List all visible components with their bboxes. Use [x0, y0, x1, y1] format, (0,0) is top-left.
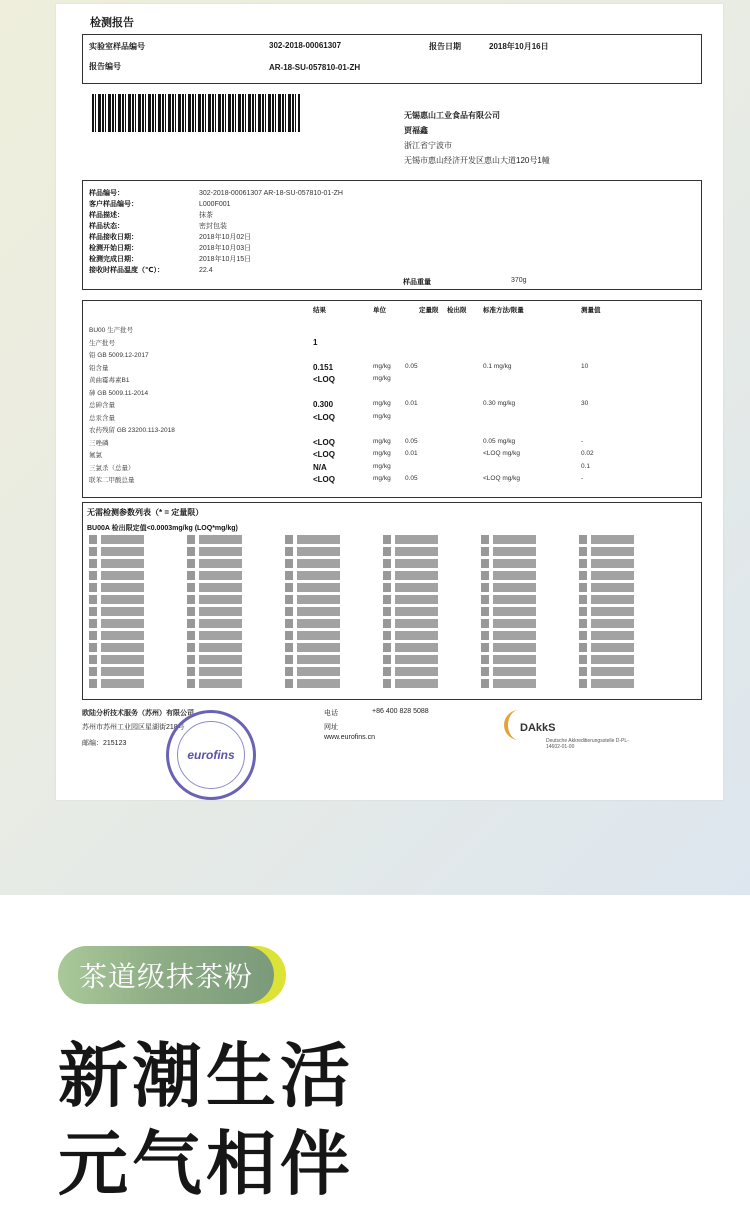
- pesticide-list: [82, 502, 702, 700]
- pesticide-entry: [481, 643, 573, 652]
- pesticide-entry: [285, 679, 377, 688]
- info-row: [89, 199, 231, 209]
- pesticide-entry: [383, 547, 475, 556]
- pesticide-entry: [187, 571, 279, 580]
- pesticide-entry: [285, 535, 377, 544]
- result-value: 1: [313, 337, 318, 347]
- client-company: 无锡惠山工业食品有限公司: [404, 111, 500, 120]
- result-limit: <LOQ mg/kg: [483, 450, 521, 457]
- info-row-label: 样品描述：: [89, 212, 124, 219]
- headline-line-2: 元气相伴: [58, 1123, 354, 1205]
- info-row-value: 抹茶: [199, 212, 213, 219]
- pesticide-entry: [285, 571, 377, 580]
- result-unit: mg/kg: [373, 362, 391, 370]
- client-block: [404, 108, 550, 168]
- result-name: 总砷含量: [89, 402, 115, 409]
- info-row-value: 22.4: [199, 267, 213, 274]
- info-row-label: 接收时样品温度（℃）：: [89, 267, 164, 274]
- pesticide-entry: [89, 667, 181, 676]
- pesticide-entry: [285, 619, 377, 628]
- result-name: 氟氯: [89, 452, 102, 459]
- pesticide-entry: [383, 643, 475, 652]
- pesticide-entry: [187, 559, 279, 568]
- stamp-text: eurofins: [187, 748, 235, 762]
- result-measured: -: [581, 437, 584, 445]
- result-unit: mg/kg: [373, 412, 391, 420]
- inspection-report: [56, 4, 723, 800]
- pesticide-entry: [383, 583, 475, 592]
- pesticide-column: [187, 535, 279, 691]
- result-value: 0.151: [313, 362, 334, 372]
- pesticide-entry: [187, 667, 279, 676]
- pesticide-entry: [89, 559, 181, 568]
- result-name: 三氯杀（总量）: [89, 464, 135, 472]
- result-name: 砷 GB 5009.11-2014: [89, 389, 149, 397]
- result-loq: 0.05: [405, 362, 418, 370]
- sample-number: 302-2018-00061307: [269, 41, 342, 50]
- pesticide-entry: [481, 535, 573, 544]
- sample-number-label: 实验室样品编号: [89, 42, 145, 51]
- lab-name: 欧陆分析技术服务（苏州）有限公司: [82, 710, 194, 717]
- result-unit: mg/kg: [373, 400, 391, 407]
- lab-address: 苏州市苏州工业园区星湖街218号: [82, 724, 185, 731]
- result-measured: -: [581, 475, 584, 482]
- result-name: 铅 GB 5009.12-2017: [89, 352, 149, 359]
- info-row-value: 2018年10月03日: [199, 245, 252, 252]
- result-measured: 0.1: [581, 462, 591, 470]
- pesticide-entry: [481, 655, 573, 664]
- headline-line-1: 新潮生活: [58, 1035, 354, 1117]
- results-header-cell: 单位: [373, 307, 386, 314]
- pesticide-entry: [89, 607, 181, 616]
- result-value: 0.300: [313, 400, 334, 409]
- pesticide-entry: [89, 643, 181, 652]
- info-row: [89, 210, 213, 220]
- result-value: <LOQ: [313, 437, 336, 447]
- pesticide-entry: [481, 619, 573, 628]
- pesticide-entry: [383, 667, 475, 676]
- pesticide-entry: [579, 667, 671, 676]
- client-address: 无锡市惠山经济开发区惠山大道120号1幢: [404, 156, 550, 165]
- pesticide-entry: [285, 559, 377, 568]
- pesticide-entry: [481, 667, 573, 676]
- result-name: 黄曲霉毒素B1: [89, 377, 130, 384]
- pesticide-entry: [187, 595, 279, 604]
- pesticide-entry: [579, 571, 671, 580]
- web-label: 网址: [324, 724, 338, 731]
- dakks-logo: [500, 704, 630, 764]
- result-name: 铅含量: [89, 364, 109, 372]
- pesticide-entry: [89, 535, 181, 544]
- info-row-label: 检测开始日期：: [89, 245, 138, 252]
- results-header-cell: 标准方法/限量: [483, 307, 524, 314]
- pesticide-entry: [383, 655, 475, 664]
- result-name: 生产批号: [89, 339, 115, 347]
- results-header-cell: 结果: [313, 307, 326, 314]
- pesticide-entry: [383, 619, 475, 628]
- results-header-cell: 测量值: [581, 307, 601, 314]
- pesticide-list-title: 无需检测参数列表（* = 定量限）: [87, 508, 204, 517]
- pesticide-entry: [383, 571, 475, 580]
- client-province: 浙江省宁波市: [404, 141, 452, 150]
- info-row-label: 样品接收日期：: [89, 234, 138, 241]
- pesticide-entry: [481, 607, 573, 616]
- pesticide-entry: [285, 583, 377, 592]
- pesticide-entry: [285, 655, 377, 664]
- pesticide-column: [89, 535, 181, 691]
- info-row-label: 样品编号：: [89, 190, 124, 197]
- report-number: AR-18-SU-057810-01-ZH: [269, 63, 361, 72]
- pesticide-entry: [187, 619, 279, 628]
- pesticide-entry: [89, 619, 181, 628]
- pesticide-entry: [285, 547, 377, 556]
- report-title: 检测报告: [90, 17, 134, 29]
- eurofins-stamp: [166, 710, 256, 800]
- result-measured: 10: [581, 362, 589, 370]
- pesticide-entry: [383, 679, 475, 688]
- dakks-text: DAkkS: [520, 722, 556, 734]
- sample-info-box: [82, 180, 702, 290]
- pesticide-entry: [579, 559, 671, 568]
- pesticide-column: [481, 535, 573, 691]
- result-loq: 0.05: [405, 475, 418, 482]
- info-row: [89, 265, 213, 275]
- pesticide-entry: [187, 535, 279, 544]
- pesticide-entry: [579, 655, 671, 664]
- client-contact: 贾福鑫: [404, 126, 428, 135]
- tel-label: 电话: [324, 710, 338, 717]
- result-unit: mg/kg: [373, 462, 391, 470]
- info-row-value: 2018年10月02日: [199, 234, 252, 241]
- pesticide-entry: [481, 547, 573, 556]
- result-loq: 0.01: [405, 450, 418, 457]
- pesticide-entry: [89, 631, 181, 640]
- pesticide-list-subtitle: BU00A 检出限定值<0.0003mg/kg (LOQ*mg/kg): [87, 525, 238, 532]
- result-name: BU00 生产批号: [89, 327, 134, 334]
- pesticide-entry: [89, 595, 181, 604]
- info-row: [89, 254, 251, 264]
- results-header-cell: 定量限: [419, 307, 439, 314]
- pesticide-entry: [89, 655, 181, 664]
- tel: +86 400 828 5088: [372, 708, 429, 715]
- pesticide-entry: [187, 547, 279, 556]
- info-row-value: 2018年10月15日: [199, 256, 252, 263]
- pesticide-entry: [187, 607, 279, 616]
- pesticide-entry: [383, 607, 475, 616]
- info-row-label: 客户样品编号：: [89, 201, 138, 208]
- info-row: [89, 243, 251, 253]
- pesticide-entry: [579, 679, 671, 688]
- pesticide-column: [579, 535, 671, 691]
- pesticide-entry: [383, 595, 475, 604]
- pesticide-entry: [481, 559, 573, 568]
- product-badge-label: 茶道级抹茶粉: [58, 946, 274, 1004]
- pesticide-entry: [89, 583, 181, 592]
- pesticide-entry: [285, 607, 377, 616]
- sample-weight-label: 样品重量: [403, 279, 431, 286]
- report-date: 2018年10月16日: [489, 42, 549, 51]
- result-unit: mg/kg: [373, 475, 391, 482]
- pesticide-entry: [579, 631, 671, 640]
- result-loq: 0.05: [405, 437, 418, 445]
- pesticide-entry: [579, 547, 671, 556]
- pesticide-entry: [89, 679, 181, 688]
- pesticide-entry: [579, 595, 671, 604]
- result-name: 农药残留 GB 23200.113-2018: [89, 427, 175, 434]
- result-name: 联苯二甲酸总量: [89, 477, 135, 484]
- dakks-subtext: Deutsche Akkreditierungsstelle D-PL-14602-01-00: [546, 738, 629, 750]
- result-name: 总汞含量: [89, 414, 115, 422]
- pesticide-entry: [579, 607, 671, 616]
- product-badge: [58, 946, 286, 1004]
- result-name: 三唑磷: [89, 439, 109, 447]
- sample-weight: 370g: [511, 277, 527, 284]
- result-loq: 0.01: [405, 400, 418, 407]
- pesticide-entry: [187, 631, 279, 640]
- pesticide-entry: [187, 583, 279, 592]
- info-row-value: L000F001: [199, 201, 231, 208]
- pesticide-entry: [285, 595, 377, 604]
- result-measured: 0.02: [581, 450, 594, 457]
- info-row-value: 302-2018-00061307 AR-18-SU-057810-01-ZH: [199, 190, 343, 197]
- pesticide-entry: [187, 679, 279, 688]
- pesticide-column: [383, 535, 475, 691]
- pesticide-entry: [285, 667, 377, 676]
- result-value: <LOQ: [313, 475, 336, 484]
- info-row: [89, 188, 343, 198]
- info-row-label: 检测完成日期：: [89, 256, 138, 263]
- pesticide-entry: [89, 547, 181, 556]
- results-table: [82, 300, 702, 498]
- result-value: <LOQ: [313, 450, 336, 459]
- result-value: <LOQ: [313, 375, 336, 384]
- pesticide-entry: [481, 595, 573, 604]
- pesticide-entry: [579, 535, 671, 544]
- web: www.eurofins.cn: [324, 734, 375, 741]
- pesticide-entry: [383, 631, 475, 640]
- result-limit: 0.05 mg/kg: [483, 437, 516, 445]
- pesticide-entry: [285, 643, 377, 652]
- report-header-box: [82, 34, 702, 84]
- pesticide-entry: [187, 655, 279, 664]
- pesticide-entry: [383, 535, 475, 544]
- result-unit: mg/kg: [373, 375, 391, 382]
- info-row: [89, 221, 227, 231]
- info-row-label: 样品状态：: [89, 223, 124, 230]
- pesticide-entry: [579, 619, 671, 628]
- report-date-label: 报告日期: [429, 42, 461, 51]
- result-limit: 0.1 mg/kg: [483, 362, 512, 370]
- lab-postcode: 邮编：215123: [82, 740, 127, 747]
- pesticide-column: [285, 535, 377, 691]
- result-limit: <LOQ mg/kg: [483, 475, 521, 482]
- result-measured: 30: [581, 400, 589, 407]
- pesticide-entry: [89, 571, 181, 580]
- results-header-cell: 检出限: [447, 307, 467, 314]
- pesticide-entry: [481, 631, 573, 640]
- pesticide-entry: [187, 643, 279, 652]
- report-number-label: 报告编号: [89, 62, 121, 71]
- result-unit: mg/kg: [373, 437, 391, 445]
- info-row-value: 密封包装: [199, 223, 227, 230]
- pesticide-entry: [579, 643, 671, 652]
- info-row: [89, 232, 251, 242]
- pesticide-entry: [481, 679, 573, 688]
- pesticide-entry: [383, 559, 475, 568]
- barcode: [92, 94, 300, 132]
- pesticide-entry: [481, 571, 573, 580]
- pesticide-entry: [481, 583, 573, 592]
- pesticide-entry: [579, 583, 671, 592]
- result-unit: mg/kg: [373, 450, 391, 457]
- result-value: <LOQ: [313, 412, 336, 422]
- result-limit: 0.30 mg/kg: [483, 400, 516, 407]
- result-value: N/A: [313, 462, 327, 472]
- headline: [58, 1032, 354, 1208]
- pesticide-entry: [285, 631, 377, 640]
